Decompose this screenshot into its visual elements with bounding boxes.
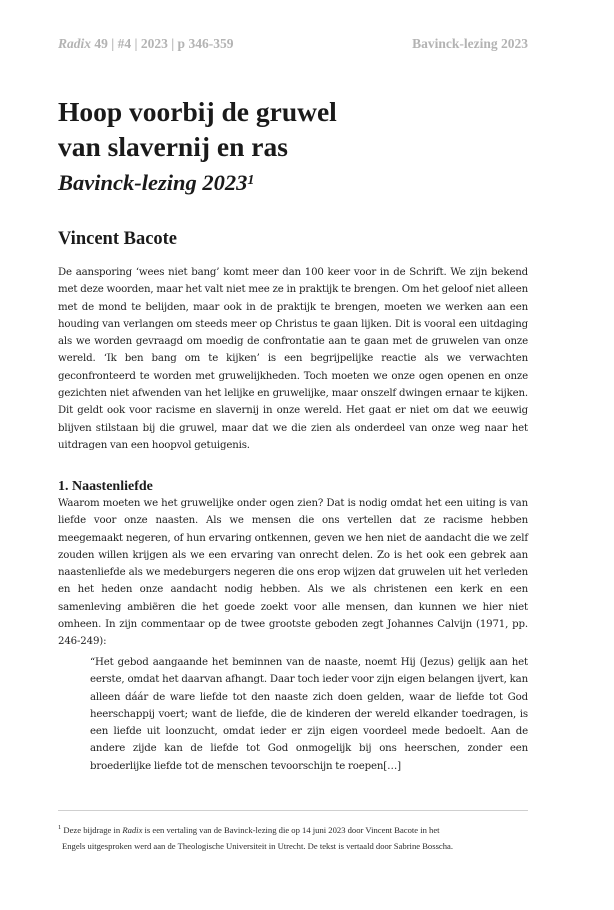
footnote-journal: Radix bbox=[122, 824, 143, 835]
article-subtitle bbox=[58, 168, 254, 198]
footnote-text-b: is een vertaling van de Bavinck-lezing die op 14 juni 2023 door Vincent Bacote in het bbox=[142, 824, 440, 835]
journal-citation bbox=[58, 36, 233, 52]
section-heading-naastenliefde: 1. Naastenliefde bbox=[58, 479, 153, 494]
footnote-text-a: Deze bijdrage in bbox=[61, 824, 123, 835]
journal-name: Radix bbox=[58, 36, 92, 51]
article-title bbox=[58, 94, 538, 164]
intro-paragraph: De aansporing ‘wees niet bang’ komt meer dan 100 keer voor in de Schrift. We zijn bekend met deze woorden, maar het valt niet mee ze in praktijk te brengen. Om het geloof niet alleen met de mond te belijden, maar ook in de praktijk te brengen, moeten we werken aan een houding van verlangen om steeds meer op Christus te gaan lijken. Dit is vooral een uitdaging als we worden gevraagd om moedig de confrontatie aan te gaan met de gruwelen van onze wereld. ‘Ik ben bang om te kijken’ is een begrijpelijke reactie als we verwachten geconfronteerd te worden met gruwelijkheden. Toch moeten we onze ogen openen en onze gezichten niet afwenden van het lelijke en gruwelijke, maar onszelf dwingen ernaar te kijken. Dit geldt ook voor racisme en slavernij in onze wereld. Het gaat er niet om dat we eeuwig blijven stilstaan bij die gruwel, maar dat we die zien als onderdeel van onze weg naar het uitdragen van een hoopvol getuigenis. bbox=[58, 267, 528, 451]
author-name: Vincent Bacote bbox=[58, 229, 178, 249]
title-line-2: van slavernij en ras bbox=[58, 131, 288, 162]
running-header bbox=[58, 36, 528, 54]
subtitle-text: Bavinck-lezing 2023 bbox=[58, 170, 248, 195]
title-line-1: Hoop voorbij de gruwel bbox=[58, 96, 337, 127]
block-quote: “Het gebod aangaande het beminnen van de naaste, noemt Hij (Jezus) gelijk aan het eerste, omdat het daarvan afhangt. Daar toch ieder voor zijn eigen belangen ijvert, kan alleen dáár de ware liefde tot den naaste zich doen gelden, waar de liefde tot God heerschappij voert; want de liefde, die de kinderen der wereld elkander toedragen, is een liefde uit loonzucht, omdat ieder er zijn eigen voordeel mede bedoelt. Aan de andere zijde kan de liefde tot God onmogelijk bij ons heerschen, zonder een broederlijke liefde tot de menschen tevoorschijn te roepen[…] bbox=[90, 657, 528, 772]
footnote-mark: 1 bbox=[58, 824, 62, 831]
footnote-text-c: Engels uitgesproken werd aan de Theologische Universiteit in Utrecht. De tekst is vertaald door Sabrine Bosscha. bbox=[62, 840, 453, 851]
issue-pages: 49 | #4 | 2023 | p 346-359 bbox=[91, 36, 234, 51]
running-title: Bavinck-lezing 2023 bbox=[412, 36, 528, 51]
footnote-divider bbox=[58, 810, 528, 811]
section-paragraph: Waarom moeten we het gruwelijke onder ogen zien? Dat is nodig omdat het een uiting is van liefde voor onze naasten. Als we mensen die ons vertellen dat ze racisme hebben meegemaakt negeren, of hun ervaring ontkennen, geven we hen niet de aandacht die we zelf zouden willen krijgen als we een ervaring van onrecht delen. Zo is het ook een gebrek aan naastenliefde als we medeburgers negeren die ons erop wijzen dat gruwelen uit het verleden en het heden onze aandacht nodig hebben. Als we als christenen een kerk en een samenleving ambiëren die het goede zoekt voor alle mensen, dan kunnen we hier niet omheen. In zijn commentaar op de twee grootste geboden zegt Johannes Calvijn (1971, pp. 246-249): bbox=[58, 498, 528, 648]
footnote bbox=[58, 820, 528, 854]
footnote-ref[interactable]: 1 bbox=[247, 173, 255, 188]
